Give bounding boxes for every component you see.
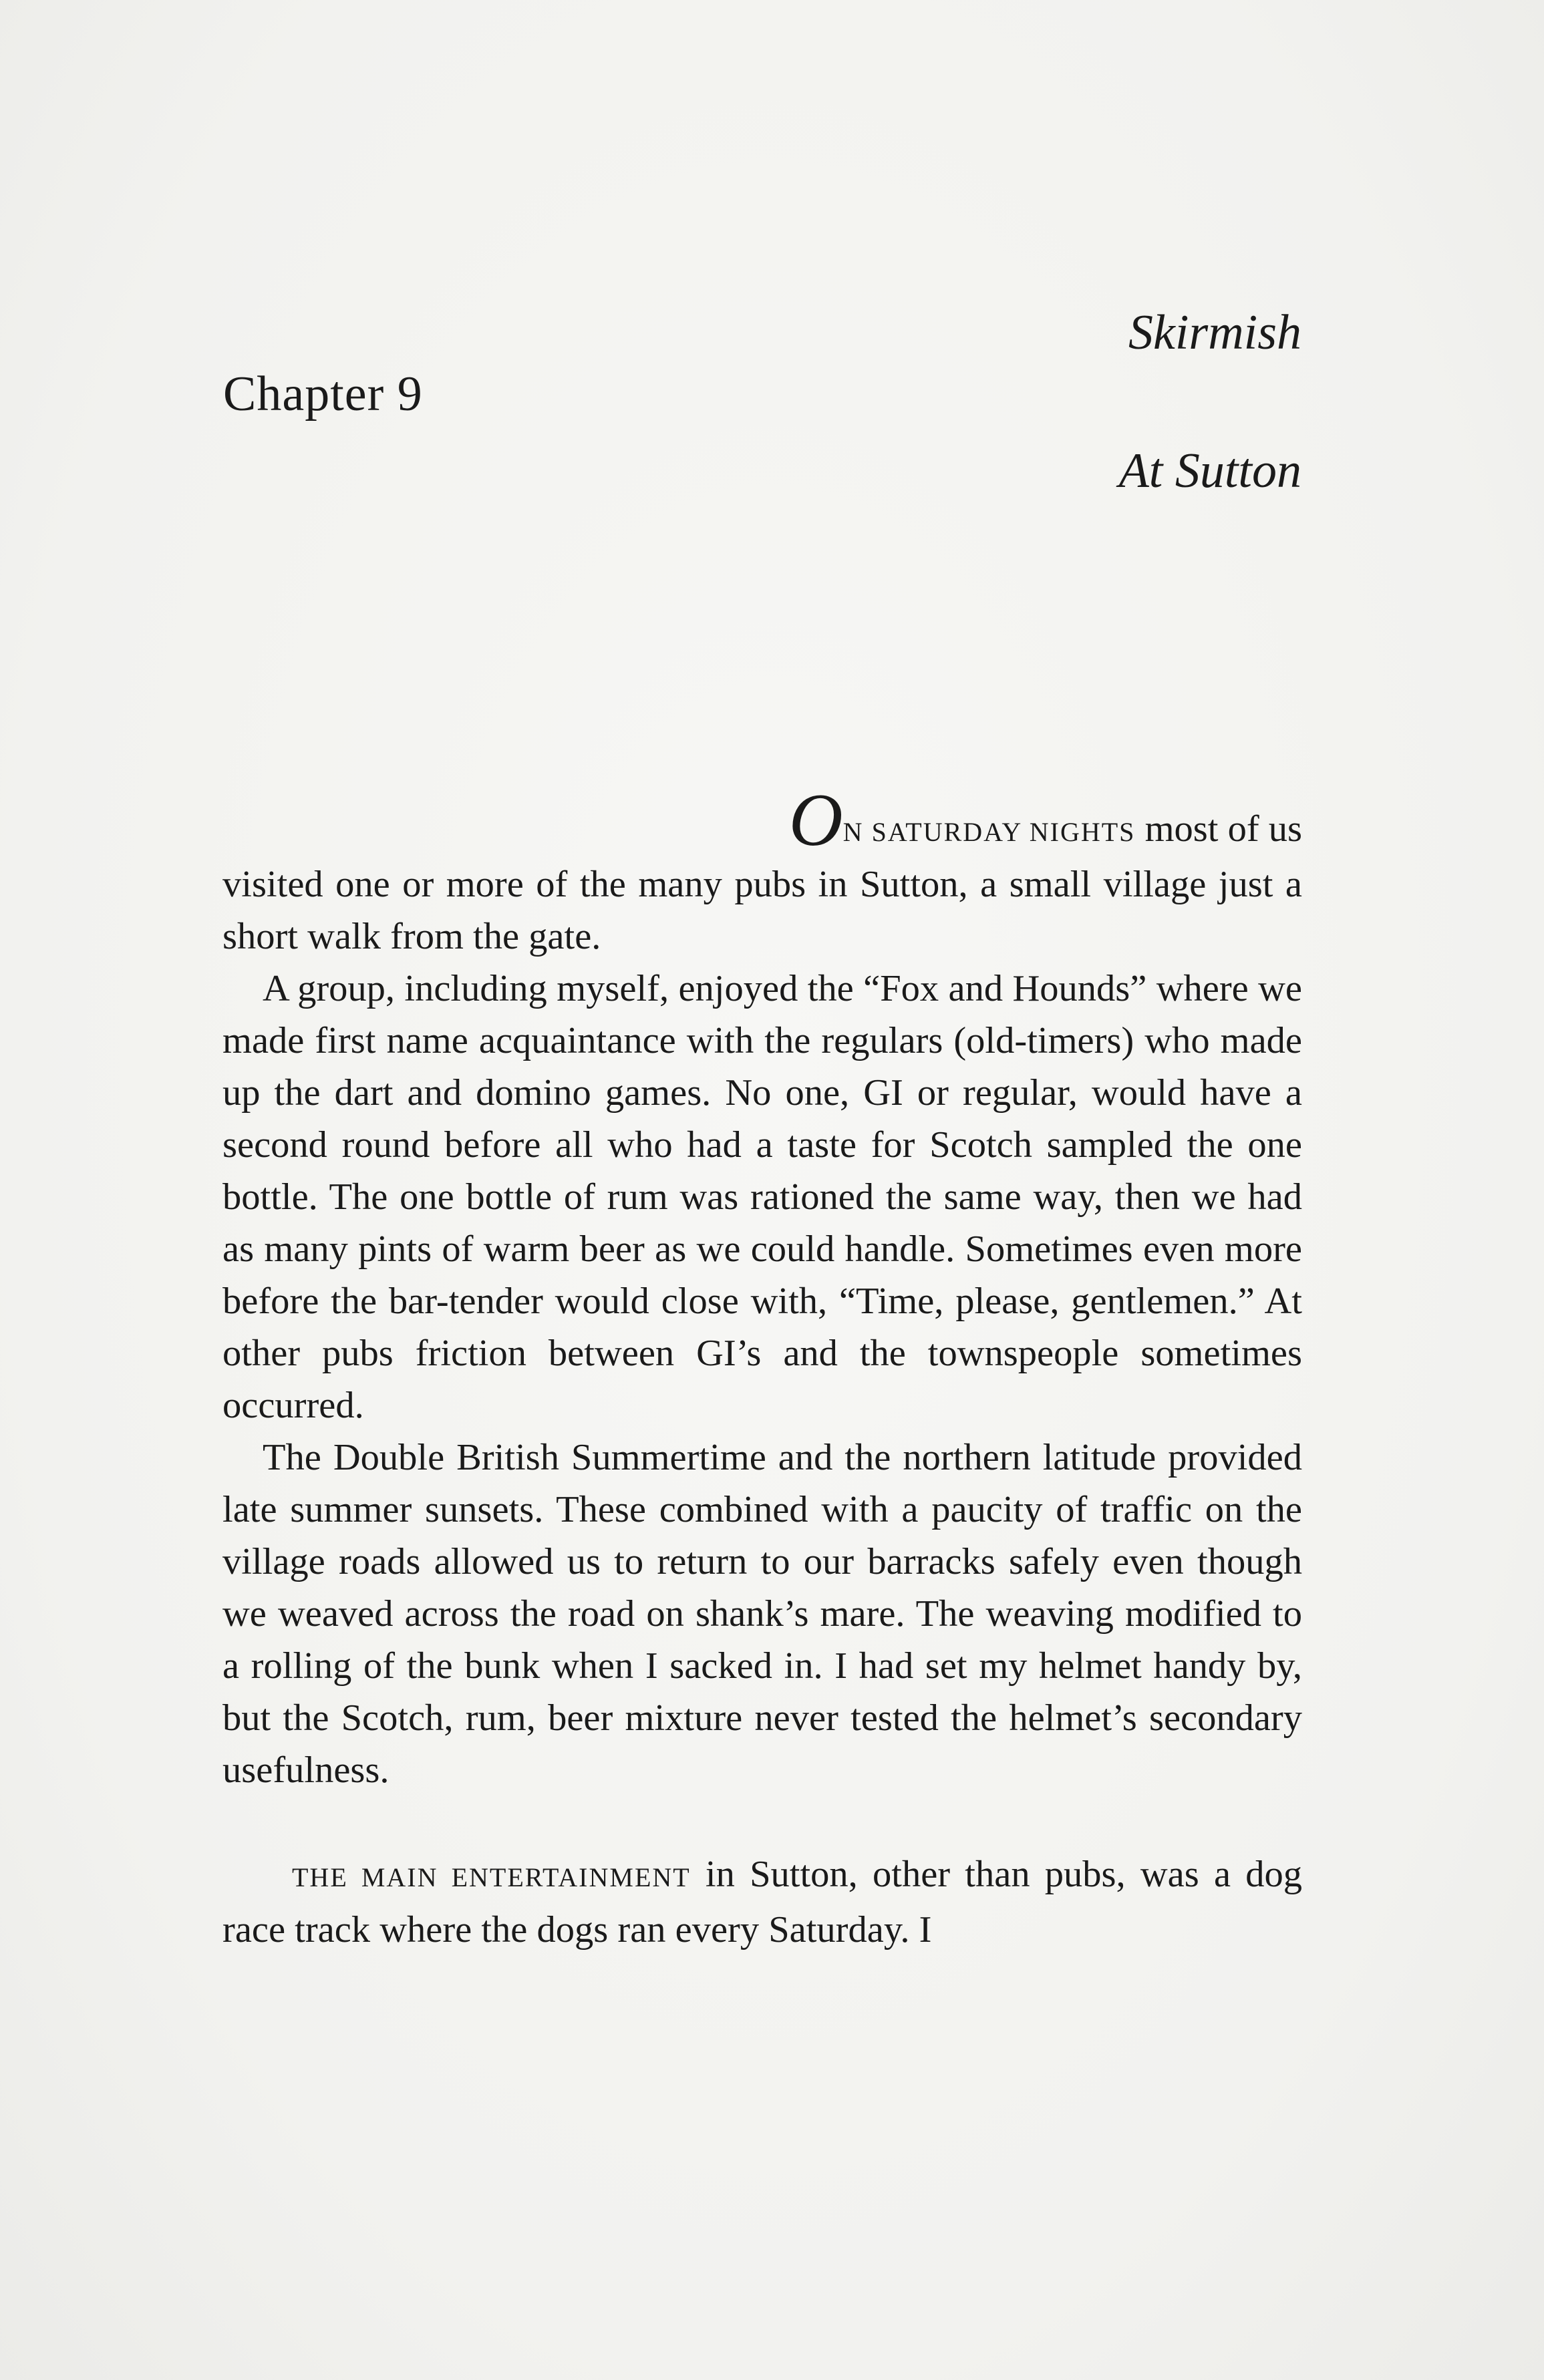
section-break: [222, 1796, 1302, 1848]
small-caps-main-entertainment: THE MAIN ENTERTAINMENT: [292, 1862, 691, 1892]
small-caps-saturday-nights: SATURDAY NIGHTS: [871, 817, 1136, 847]
chapter-title-line-2: At Sutton: [1118, 444, 1301, 498]
small-caps-n: N: [842, 817, 872, 847]
paragraph-3: The Double British Summertime and the northern latitude provided late summer sunsets. These combined with a paucity of traffic on the village roads allowed us to return to our barracks safely even though we weaved across the road on shank’s mare. The weaving modified to a rolling of the bunk when I sacked in. I had set my helmet handy by, but the Scotch, rum, beer mixture never tested the helmet’s secondary usefulness.: [222, 1437, 1302, 1791]
paragraph-1-text: visited one or more of the many pubs in Sutton, a small village just a short walk from the gate.: [222, 864, 1302, 957]
paragraph-2: A group, including myself, enjoyed the “Fox and Hounds” where we made first name acquaintance with the regulars (old-timers) who made up the dart and domino games. No one, GI or regular, would have a second round before all who had a taste for Scotch sampled the one bottle. The one bottle of rum was rationed the same way, then we had as many pints of warm beer as we could handle. Sometimes even more before the bar-tender would close with, “Time, please, gentlemen.” At other pubs friction between GI’s and the townspeople sometimes occurred.: [222, 968, 1302, 1426]
chapter-body: [222, 779, 1303, 1956]
chapter-label: Chapter 9: [223, 367, 423, 421]
paragraph-1-lead-line: [222, 779, 1302, 862]
chapter-title-line-1: Skirmish: [1128, 305, 1301, 360]
paragraph-1: [222, 779, 1302, 963]
paragraph-1-lead-rest: most of us: [1135, 808, 1302, 850]
reverse-page-bleed-through: [220, 220, 1303, 273]
paragraph-4-text: in Sutton, other than pubs, was a dog race track where the dogs ran every Saturday. I: [222, 1854, 1303, 1950]
drop-cap: O: [788, 779, 843, 862]
paragraph-4: [222, 1848, 1302, 1956]
